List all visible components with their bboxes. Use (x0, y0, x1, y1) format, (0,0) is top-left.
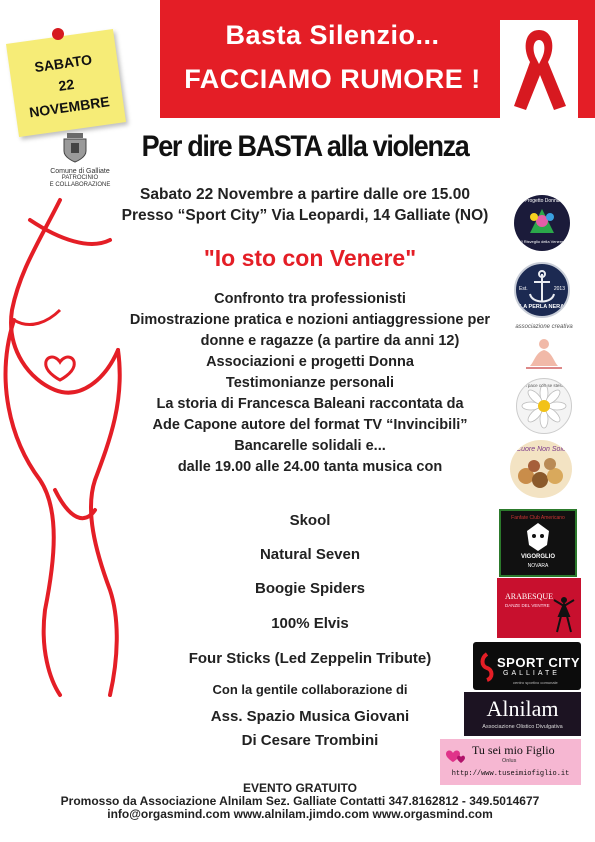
band-name: 100% Elvis (271, 615, 349, 632)
progetto-donna-logo (514, 195, 570, 251)
main-title: Per dire BASTA alla violenza (141, 130, 469, 163)
header-line-1: Basta Silenzio... (225, 20, 440, 50)
program-item: Ade Capone autore del format TV “Invincibili” (152, 417, 468, 433)
pace-con-se-stessi-logo (516, 378, 572, 434)
program-item: Confronto tra professionisti (214, 291, 406, 307)
program-item: Associazioni e progetti Donna (206, 354, 414, 370)
pushpin-icon (52, 28, 64, 40)
vigoreggio-top: Fanfate Club Americano (511, 515, 565, 521)
note-line-2: 22 (57, 75, 76, 94)
band-name: Four Sticks (Led Zeppelin Tribute) (188, 650, 432, 667)
band-name: Skool (289, 512, 331, 529)
vigoreggio-sub: NOVARA (527, 563, 549, 569)
note-line-3: NOVEMBRE (28, 93, 111, 121)
vigoreggio-name: VIGORGLIO (520, 554, 555, 560)
hearts-icon (444, 747, 470, 769)
tu-sei-sub: Onlus (502, 758, 517, 764)
progetto-donna-bottom: Il Risveglio della Venere (520, 239, 564, 244)
progetto-donna-top: Progetto Donna (524, 198, 560, 204)
footer-links: info@orgasmind.com www.alnilam.jimdo.com www.orgasmind.com (107, 807, 493, 821)
sport-city-logo (473, 642, 581, 690)
coat-of-arms-icon (61, 133, 89, 163)
tu-sei-mio-figlio-logo (440, 739, 581, 785)
perla-name: LA PERLA NERA (519, 304, 565, 310)
program-item: La storia di Francesca Baleani raccontata da (156, 396, 464, 412)
collab-intro: Con la gentile collaborazione di (212, 682, 408, 697)
collab-line-1: Ass. Spazio Musica Giovani (210, 708, 410, 725)
comune-name: Comune di Galliate (50, 168, 110, 175)
creativa-text: associazione creativa (515, 324, 573, 330)
tu-sei-url[interactable]: http://www.tuseimiofiglio.it (451, 770, 570, 778)
program-item: dalle 19.00 alle 24.00 tanta musica con (177, 459, 443, 475)
alnilam-sub: Associazione Olistico Divulgativa (482, 724, 563, 730)
associazione-creativa-logo (512, 322, 576, 374)
comune-sub-1: PATROCINIO (61, 175, 99, 181)
free-event-label: EVENTO GRATUITO (242, 781, 357, 795)
awareness-ribbon-icon (500, 20, 578, 118)
cuore-non-solo-logo (510, 440, 572, 498)
date-sticky-note (6, 29, 126, 137)
pace-text: in pace con se stessi (523, 383, 565, 388)
program-list (100, 289, 520, 478)
vigoreggio-logo (499, 509, 577, 577)
alnilam-logo (464, 692, 581, 736)
perla-est: Est. (519, 286, 528, 292)
cuore-text: Cuore Non Solo (516, 446, 566, 453)
promoter-contacts: Promosso da Associazione Alnilam Sez. Galliate Contatti 347.8162812 - 349.5014677 (60, 794, 540, 808)
la-perla-nera-logo (514, 262, 570, 318)
header-line-2: FACCIAMO RUMORE ! (184, 64, 481, 94)
band-name: Boogie Spiders (254, 580, 366, 597)
perla-year: 2013 (553, 286, 565, 292)
arabesque-name: ARABESQUE (505, 592, 554, 601)
band-name: Natural Seven (259, 546, 361, 563)
note-line-1: SABATO (33, 51, 93, 76)
dancer-icon (551, 594, 577, 634)
comune-sub-2: E COLLABORAZIONE (49, 182, 111, 188)
alnilam-name: Alnilam (486, 696, 559, 721)
program-item: Bancarelle solidali e... (234, 438, 386, 454)
program-item: Dimostrazione pratica e nozioni antiaggressione per (129, 312, 491, 328)
arabesque-sub: DANZE DEL VENTRE (505, 603, 550, 608)
event-slogan: "Io sto con Venere" (203, 245, 417, 271)
event-place-line: Presso “Sport City” Via Leopardi, 14 Galliate (NO) (121, 207, 489, 224)
tu-sei-name: Tu sei mio Figlio (472, 743, 555, 757)
event-date-line: Sabato 22 Novembre a partire dalle ore 15.00 (140, 186, 470, 203)
sport-city-tag: centro sportivo comunale (513, 680, 558, 685)
arabesque-logo (497, 578, 581, 638)
collab-line-2: Di Cesare Trombini (241, 732, 379, 749)
sport-city-sub: GALLIATE (503, 670, 560, 677)
program-item: Testimonianze personali (225, 375, 395, 391)
sport-city-figure-icon (477, 652, 497, 682)
program-item: donne e ragazze (a partire da anni 12) (200, 333, 460, 349)
sport-city-name: SPORT CITY (497, 655, 581, 670)
